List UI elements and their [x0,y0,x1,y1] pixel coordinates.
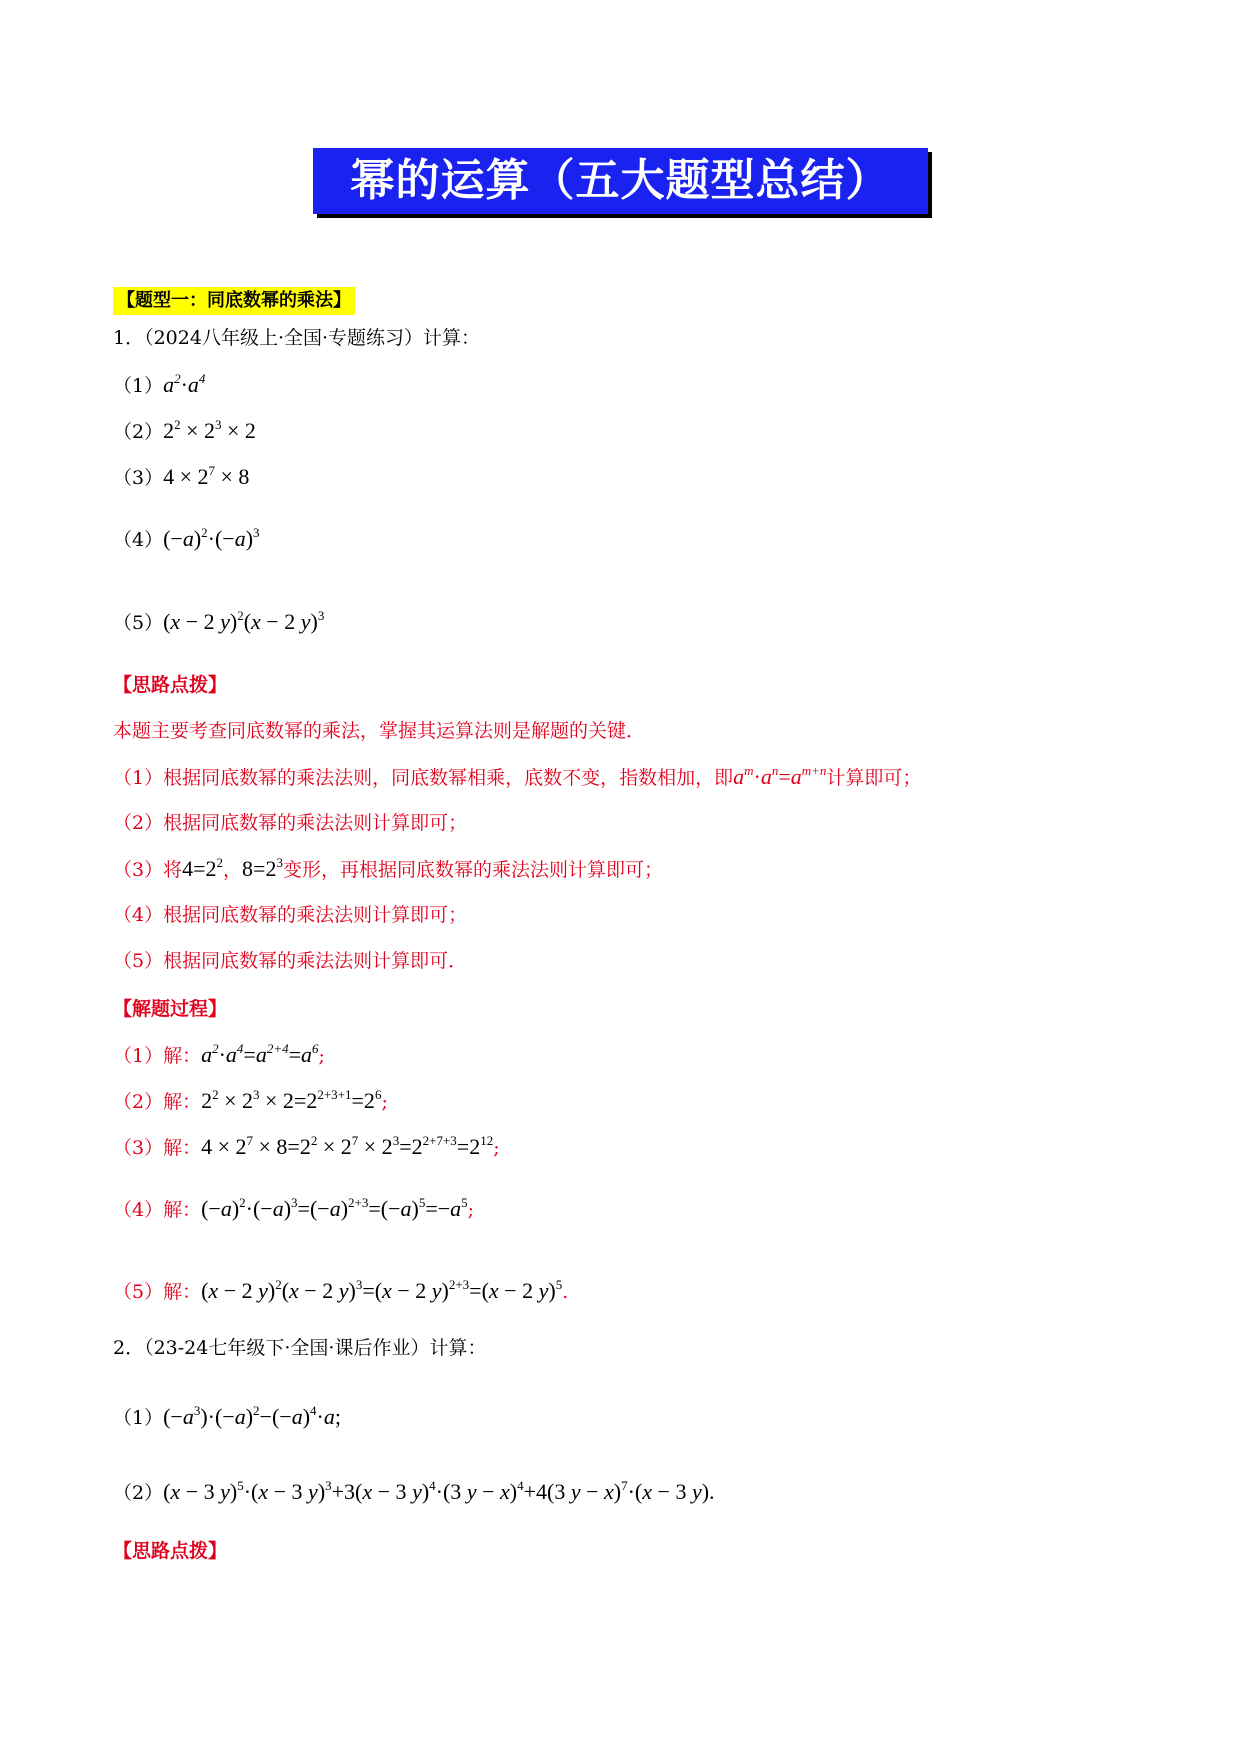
math-expression: $(-a)^2\cdot(-a)^3$ [163,524,260,551]
hint-heading: 【思路点拨】 [113,674,228,696]
hint-line-4: （4）根据同底数幂的乘法法则计算即可； [113,904,468,926]
solution-3: （3）解：$4 \times 2^7 \times 8=2^2 \times 2^7 \times 2^3=2^{2+7+3}=2^{12}$; [113,1132,500,1159]
math-expression: $4 \times 2^7 \times 8$ [163,462,250,489]
hint-text: （3）将 [113,859,183,881]
title-banner [313,148,928,214]
hint-line-5: （5）根据同底数幂的乘法法则计算即可． [113,950,468,972]
math-expression: (x − 2 y)$^2$(x − 2 y)$^3$=(x − 2 y)$^{2+3}$=(x − 2 y)$^5$ [201,1276,563,1303]
solution-label: （1）解： [113,1045,202,1067]
q1-part-3 [113,464,249,491]
page-title: 幂的运算（五大题型总结） [350,155,891,206]
math-expression: $a^2\cdot a^4$ [163,370,206,397]
hint-text: 计算即可； [826,767,922,789]
question-1-stem: 1．（2024八年级上·全国·专题练习）计算： [113,327,481,349]
part-label: （2） [113,1482,164,1504]
q1-part-2 [113,418,256,445]
question-2-stem: 2．（23-24七年级下·全国·课后作业）计算： [113,1337,487,1359]
math-expression: $a^m\cdot a^n=a^{m+n}$ [733,762,827,789]
math-expression: (x − 2 y)$^2$(x − 2 y)$^3$ [163,607,325,634]
hint-line-2: （2）根据同底数幂的乘法法则计算即可； [113,812,468,834]
hint-text: （1）根据同底数幂的乘法法则，同底数幂相乘，底数不变，指数相加，即 [113,767,734,789]
solution-2: （2）解：$2^2 \times 2^3 \times 2=2^{2+3+1}=2^6$; [113,1086,388,1113]
math-expression: $(-a)^2\cdot(-a)^3=(-a)^{2+3}=(-a)^5=-a^5$ [201,1194,468,1221]
math-expression: $8=2^3$ [242,854,283,881]
part-label: （3） [113,467,164,489]
q2-part-1 [113,1404,341,1431]
solution-label: （3）解： [113,1137,202,1159]
hint-intro: 本题主要考查同底数幂的乘法，掌握其运算法则是解题的关键． [113,720,646,742]
part-label: （2） [113,421,164,443]
q2-part-2 [113,1479,715,1506]
hint-line-3 [113,856,663,883]
math-expression: $(-a^3)\cdot(-a)^2-(-a)^4\cdot a$; [163,1402,341,1429]
q1-part-1 [113,372,205,399]
math-expression: $a^2\cdot a^4=a^{2+4}=a^6$ [201,1040,319,1067]
solution-label: （5）解： [113,1281,202,1303]
solution-heading: 【解题过程】 [113,998,228,1020]
math-expression: $2^2 \times 2^3 \times 2=2^{2+3+1}=2^6$ [201,1086,382,1113]
math-expression: $2^2 \times 2^3 \times 2$ [163,416,256,443]
solution-5: （5）解：(x − 2 y)$^2$(x − 2 y)$^3$=(x − 2 y)$^{2+3}$=(x − 2 y)$^5$. [113,1276,569,1303]
hint-heading-2: 【思路点拨】 [113,1540,228,1562]
solution-1: （1）解：$a^2\cdot a^4=a^{2+4}=a^6$; [113,1040,325,1067]
solution-label: （4）解： [113,1199,202,1221]
math-expression: $4 \times 2^7 \times 8=2^2 \times 2^7 \times 2^3=2^{2+7+3}=2^{12}$ [201,1132,494,1159]
section-heading: 【题型一：同底数幂的乘法】 [113,287,355,315]
math-expression: (x − 3 y)$^5$·(x − 3 y)$^3$+3(x − 3 y)$^4$·(3 y − x)$^4$+4(3 y − x)$^7$·(x − 3 y). [163,1477,715,1504]
solution-label: （2）解： [113,1091,202,1113]
math-expression: $4=2^2$ [182,854,224,881]
part-label: （4） [113,529,164,551]
hint-text: ， [223,859,243,881]
part-label: （1） [113,1407,164,1429]
hint-text: 变形，再根据同底数幂的乘法法则计算即可； [282,859,663,881]
hint-line-1 [113,764,921,791]
part-label: （1） [113,375,164,397]
q1-part-5 [113,609,324,636]
solution-4: （4）解：$(-a)^2\cdot(-a)^3=(-a)^{2+3}=(-a)^5=-a^5$; [113,1194,475,1221]
q1-part-4 [113,526,260,553]
part-label: （5） [113,612,164,634]
